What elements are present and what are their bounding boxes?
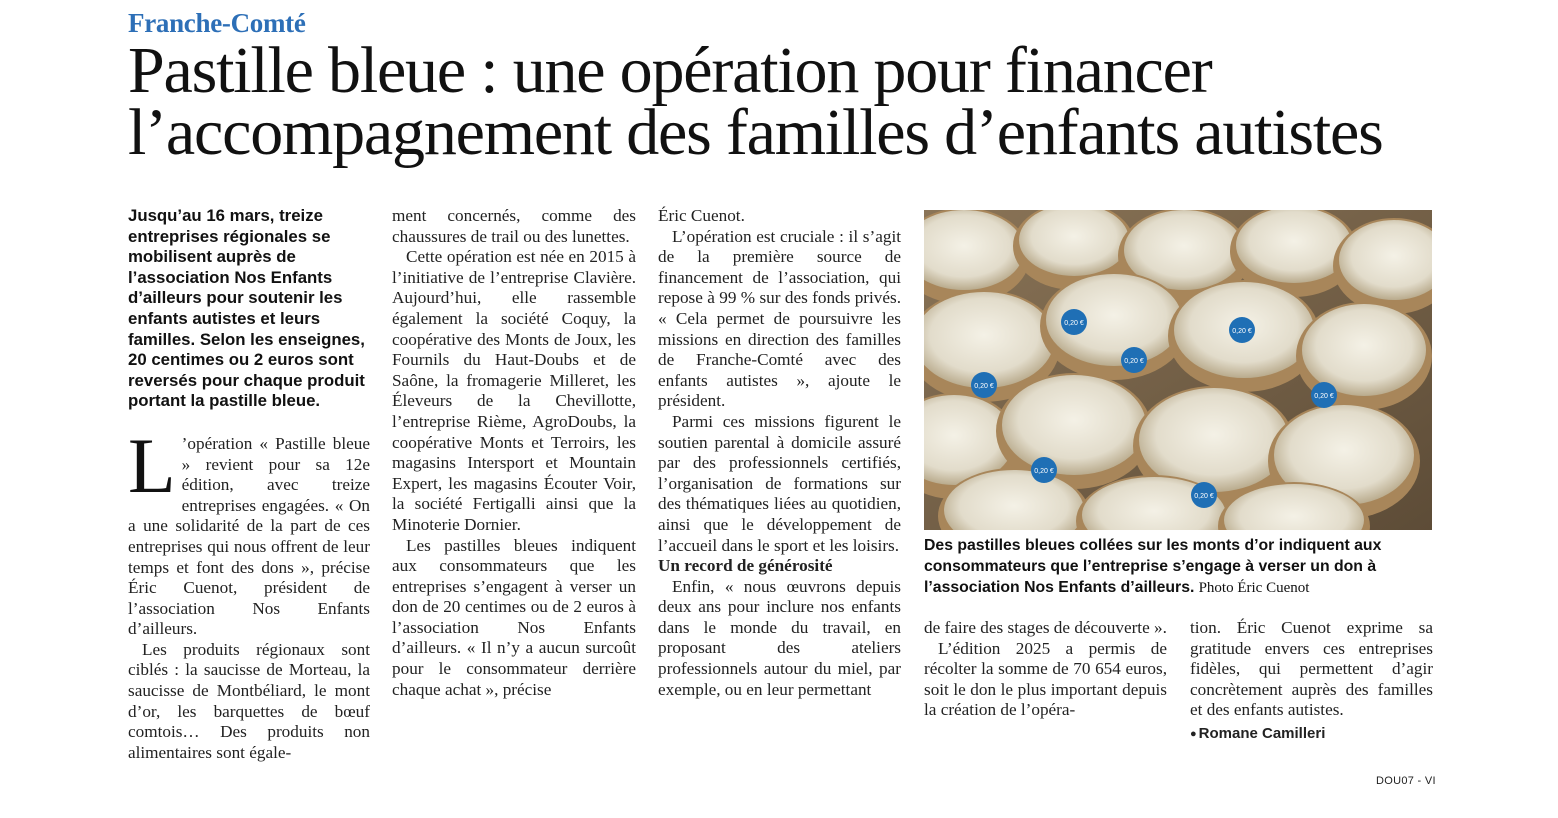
column-5 <box>1190 618 1433 745</box>
drop-cap: L <box>128 421 176 509</box>
column-1 <box>128 206 370 763</box>
paragraph-products-cont: ment concernés, comme des chaussures de trail ou des lunettes. <box>392 206 636 246</box>
byline <box>1190 724 1433 745</box>
cheese-lid <box>1302 304 1426 396</box>
sticker-label: 0,20 € <box>1194 493 1214 500</box>
paragraph-missions: Parmi ces missions figurent le soutien parental à domicile assuré par des professionnels certifiés, l’organisation de formations sur des thématiques liées au quotidien, ainsi que le développement de l’accueil dans le sport et les loisirs. <box>658 411 901 555</box>
photo-mont-dor-cheeses <box>924 210 1432 530</box>
headline <box>128 34 1458 169</box>
photo-credit: Photo Éric Cuenot <box>1198 580 1310 596</box>
author-name: Romane Camilleri <box>1198 724 1326 742</box>
paragraph-crucial: L’opération est cruciale : il s’agit de la première source de financement de l’association, qui repose à 99 % sur des fonds privés. « Cela permet de poursuivre les missions en direction des familles de Franche-Comté avec des enfants autistes », ajoute le président. <box>658 226 901 411</box>
column-3 <box>658 206 901 700</box>
paragraph-history: Cette opération est née en 2015 à l’initiative de l’entreprise Clavière. Aujourd’hui, elle rassemble également la société Coquy, la coopérative des Monts de Joux, les Fournils du Haut-Doubs et de Saône, la fromagerie Milleret, les Éleveurs de la Chevillotte, l’entreprise Rième, AgroDoubs, la coopérative Monts et Terroirs, les magasins Intersport et Mountain Expert, les magasins Écouter Voir, la société Fertigalli ainsi que la Minoterie Dornier. <box>392 247 636 534</box>
cheese-lid <box>1002 375 1146 475</box>
sticker-label: 0,20 € <box>974 383 994 390</box>
paragraph-products: Les produits régionaux sont ciblés : la saucisse de Morteau, la saucisse de Montbéliard, le mont d’or, les barquettes de bœuf comtois… Des produits non alimentaires sont égale- <box>128 639 370 762</box>
headline-line-2: l’accompagnement des familles d’enfants autistes <box>128 96 1383 169</box>
column-4 <box>924 618 1167 721</box>
sticker-label: 0,20 € <box>1314 393 1334 400</box>
paragraph-gratitude: tion. Éric Cuenot exprime sa gratitude envers ces entreprises fidèles, qui permettent d’agir concrètement auprès des familles et des enfants autistes. <box>1190 618 1433 720</box>
headline-line-1: Pastille bleue : une opération pour financer <box>128 34 1212 107</box>
column-2 <box>392 206 636 700</box>
paragraph-work-cont: de faire des stages de découverte ». <box>924 618 1167 637</box>
chapo: Jusqu’au 16 mars, treize entreprises régionales se mobilisent auprès de l’association Nos Enfants d’ailleurs pour soutenir les enfants autistes et leurs familles. Selon les enseignes, 20 centimes ou 2 euros sont reversés pour chaque produit portant la pastille bleue. <box>128 206 365 411</box>
sticker-label: 0,20 € <box>1232 328 1252 335</box>
page-folio: DOU07 - VI <box>1376 775 1436 787</box>
bullet-icon: ● <box>1190 727 1197 740</box>
section-rubric: Franche-Comté <box>128 8 306 38</box>
subhead: Un record de générosité <box>658 556 833 576</box>
lead-text: ’opération « Pastille bleue » revient pour sa 12e édition, avec treize entreprises engagées. « On a une solidarité de la part de ces entreprises qui nous offrent de leur temps et font des dons », précise Éric Cuenot, président de l’association Nos Enfants d’ailleurs. <box>128 433 370 639</box>
paragraph-work: Enfin, « nous œuvrons depuis deux ans pour inclure nos enfants dans le monde du travail, en proposant des ateliers professionnels autour du miel, par exemple, ou en leur permettant <box>658 576 901 699</box>
caption-text: Des pastilles bleues collées sur les monts d’or indiquent aux consommateurs que l’entreprise s’engage à verser un don à l’association Nos Enfants d’ailleurs. <box>924 537 1382 596</box>
photo-caption <box>924 535 1434 598</box>
lead-paragraph <box>128 421 370 640</box>
sticker-label: 0,20 € <box>1064 320 1084 327</box>
sticker-label: 0,20 € <box>1034 468 1054 475</box>
paragraph-record: L’édition 2025 a permis de récolter la somme de 70 654 euros, soit le don le plus important depuis la création de l’opéra- <box>924 638 1167 720</box>
paragraph-stickers: Les pastilles bleues indiquent aux consommateurs que les entreprises s’engagent à verser un don de 20 centimes ou de 2 euros à l’association Nos Enfants d’ailleurs. « Il n’y a aucun surcoût pour le consommateur derrière chaque achat », précise <box>392 535 636 699</box>
sticker-label: 0,20 € <box>1124 358 1144 365</box>
paragraph-stickers-cont: Éric Cuenot. <box>658 206 745 225</box>
